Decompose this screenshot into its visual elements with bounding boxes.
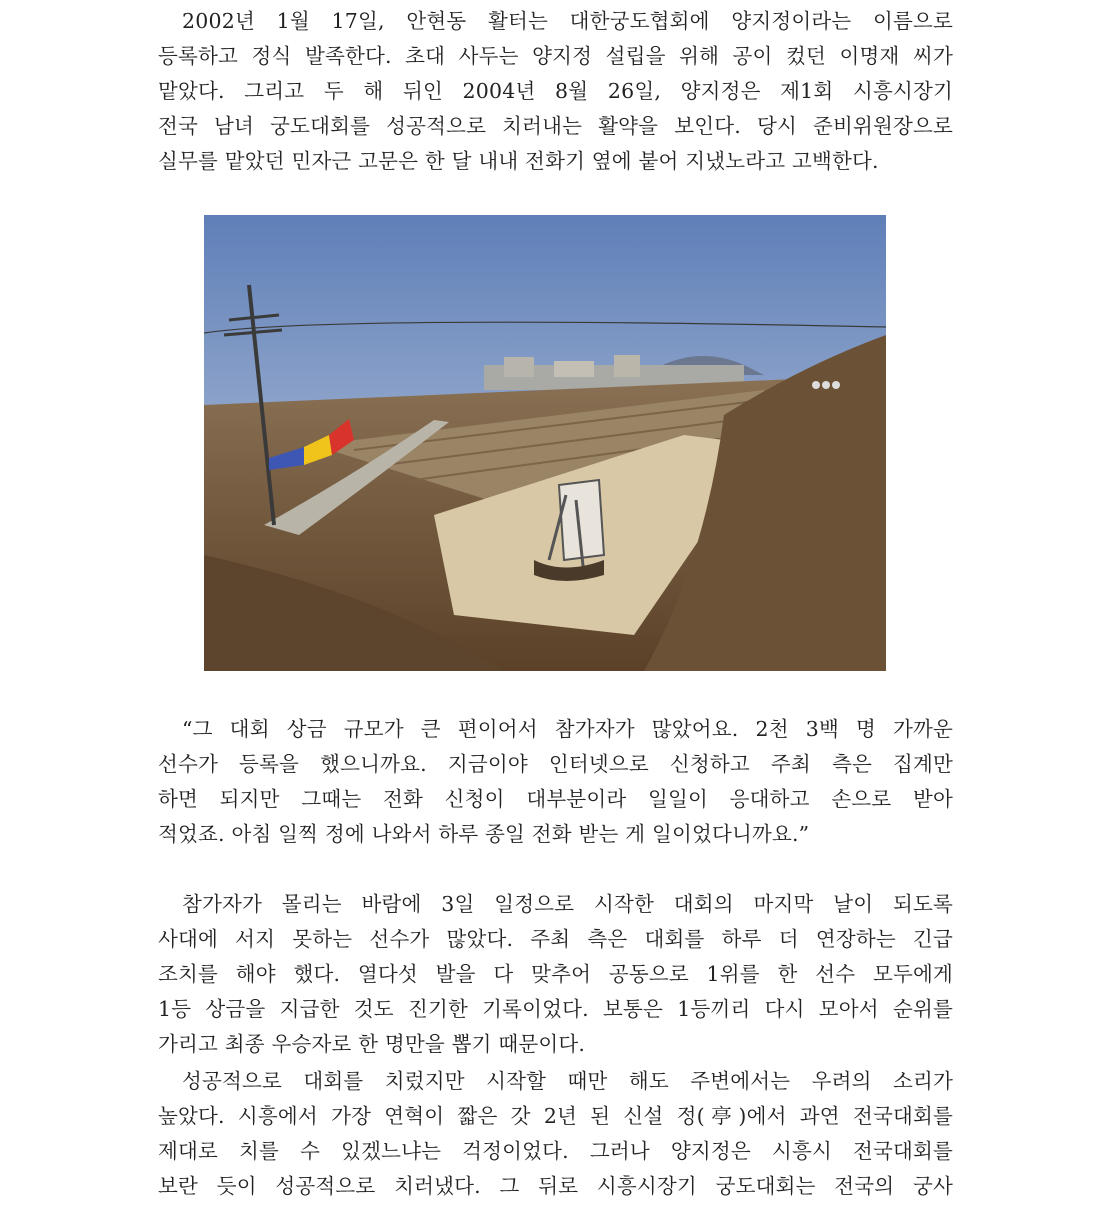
text-line: 전국 남녀 궁도대회를 성공적으로 치러내는 활약을 보인다. 당시 준비위원장으로 xyxy=(158,114,953,138)
text-line: 제대로 치를 수 있겠느냐는 걱정이었다. 그러나 양지정은 시흥시 전국대회를 xyxy=(158,1139,953,1163)
text-line: 2002년 1월 17일, 안현동 활터는 대한궁도협회에 양지정이라는 이름으로 xyxy=(182,9,953,33)
text-line: 1등 상금을 지급한 것도 진기한 기록이었다. 보통은 1등끼리 다시 모아서 순위를 xyxy=(158,997,953,1021)
text-line: 맡았다. 그리고 두 해 뒤인 2004년 8월 26일, 양지정은 제1회 시흥시장기 xyxy=(158,79,953,103)
paragraph-4 xyxy=(158,1064,953,1204)
text-line: “그 대회 상금 규모가 큰 편이어서 참가자가 많았어요. 2천 3백 명 가까운 xyxy=(182,717,953,741)
text-line: 실무를 맡았던 민자근 고문은 한 달 내내 전화기 옆에 붙어 지냈노라고 고백한다. xyxy=(158,149,879,173)
paragraph-1 xyxy=(158,4,953,179)
text-line: 선수가 등록을 했으니까요. 지금이야 인터넷으로 신청하고 주최 측은 집계만 xyxy=(158,752,953,776)
text-line: 높았다. 시흥에서 가장 연혁이 짧은 갓 2년 된 신설 정(亭)에서 과연 전국대회를 xyxy=(158,1104,953,1128)
text-line: 가리고 최종 우승자로 한 명만을 뽑기 때문이다. xyxy=(158,1032,586,1056)
archery-field-photo xyxy=(204,215,886,671)
text-line: 조치를 해야 했다. 열다섯 발을 다 맞추어 공동으로 1위를 한 선수 모두에게 xyxy=(158,962,953,986)
text-line: 하면 되지만 그때는 전화 신청이 대부분이라 일일이 응대하고 손으로 받아 xyxy=(158,787,953,811)
paragraph-quote xyxy=(158,712,953,852)
text-line: 참가자가 몰리는 바람에 3일 일정으로 시작한 대회의 마지막 날이 되도록 xyxy=(182,892,953,916)
text-line: 사대에 서지 못하는 선수가 많았다. 주최 측은 대회를 하루 더 연장하는 긴급 xyxy=(158,927,953,951)
text-line: 등록하고 정식 발족한다. 초대 사두는 양지정 설립을 위해 공이 컸던 이명재 씨가 xyxy=(158,44,953,68)
text-line: 성공적으로 대회를 치렀지만 시작할 때만 해도 주변에서는 우려의 소리가 xyxy=(182,1069,953,1093)
paragraph-3 xyxy=(158,887,953,1062)
text-line: 적었죠. 아침 일찍 정에 나와서 하루 종일 전화 받는 게 일이었다니까요.” xyxy=(158,822,810,846)
text-line: 보란 듯이 성공적으로 치러냈다. 그 뒤로 시흥시장기 궁도대회는 전국의 궁사 xyxy=(158,1174,953,1198)
